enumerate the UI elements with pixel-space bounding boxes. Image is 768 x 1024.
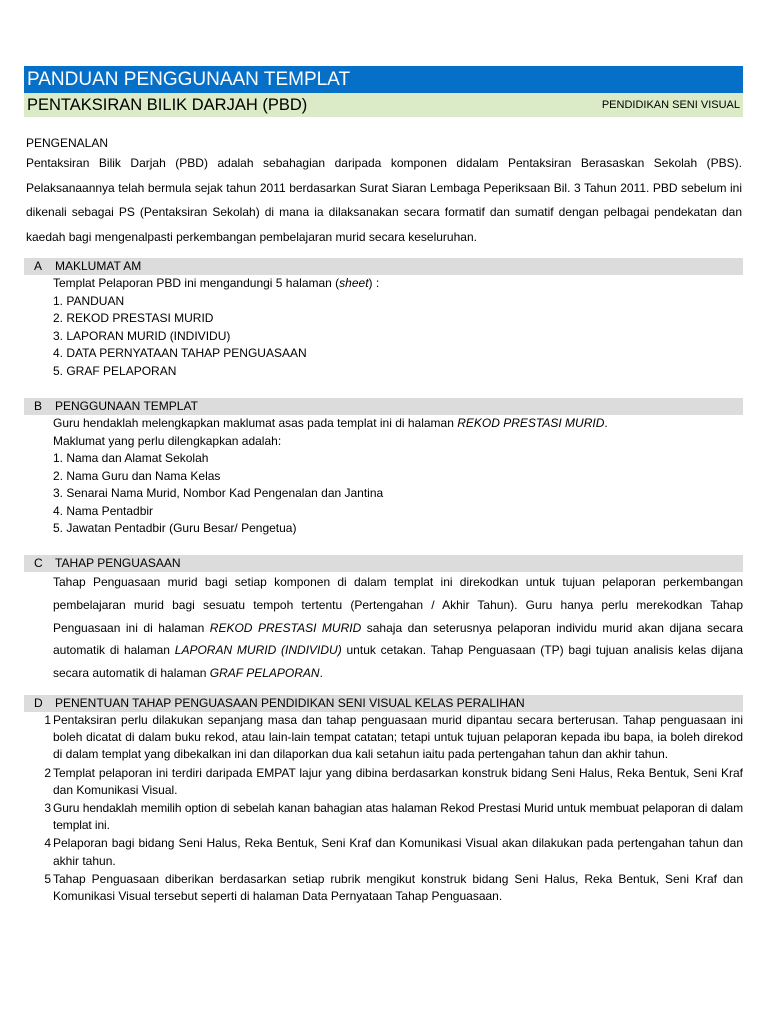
- section-a-intro: Templat Pelaporan PBD ini mengandungi 5 halaman (sheet) :: [53, 276, 380, 290]
- section-letter: B: [34, 399, 43, 413]
- numbered-item: [24, 712, 743, 764]
- section-letter: A: [34, 259, 43, 273]
- item-number: 5: [44, 871, 51, 886]
- section-a-header: [24, 258, 743, 275]
- document-title: PANDUAN PENGGUNAAN TEMPLAT: [24, 66, 743, 93]
- section-title: TAHAP PENGUASAAN: [55, 556, 181, 570]
- list-item: 3. LAPORAN MURID (INDIVIDU): [53, 328, 231, 343]
- section-title: MAKLUMAT AM: [55, 259, 142, 273]
- section-a-body: [53, 275, 743, 380]
- section-c-header: [24, 555, 743, 572]
- subject-label: PENDIDIKAN SENI VISUAL: [601, 99, 740, 111]
- list-item: 5. GRAF PELAPORAN: [53, 363, 177, 378]
- list-item: 4. Nama Pentadbir: [53, 503, 154, 518]
- item-number: 3: [44, 801, 51, 816]
- numbered-item: [24, 871, 743, 905]
- intro-paragraph: Pentaksiran Bilik Darjah (PBD) adalah sebahagian daripada komponen didalam Pentaksiran Berasaskan Sekolah (PBS). Pelaksanaannya telah bermula sejak tahun 2011 berdasarkan Surat Siaran Lembaga Peperiksaan Bil. 3 Tahun 2011. PBD sebelum ini dikenali sebagai PS (Pentaksiran Sekolah) di mana ia dilaksanakan secara formatif dan sumatif dengan pelbagai pendekatan dan kaedah bagi mengenalpasti perkembangan pembelajaran murid secara keseluruhan.: [26, 156, 742, 244]
- section-title: PENGGUNAAN TEMPLAT: [55, 399, 198, 413]
- section-letter: C: [34, 556, 43, 570]
- section-letter: D: [34, 696, 43, 710]
- numbered-item: [24, 800, 743, 834]
- item-text: Templat pelaporan ini terdiri daripada EMPAT lajur yang dibina berdasarkan konstruk bidang Seni Halus, Reka Bentuk, Seni Kraf dan Komunikasi Visual.: [53, 765, 743, 797]
- list-item: 2. REKOD PRESTASI MURID: [53, 311, 214, 325]
- section-b-line1: Guru hendaklah melengkapkan maklumat asas pada templat ini di halaman REKOD PRESTASI MURID.: [53, 416, 608, 430]
- item-number: 1: [44, 713, 51, 727]
- section-c-paragraph: Tahap Penguasaan murid bagi setiap komponen di dalam templat ini direkodkan untuk tujuan pelaporan perkembangan pembelajaran murid bagi sesuatu tempoh tertentu (Pertengahan / Akhir Tahun). Guru hanya perlu merekodkan Tahap Penguasaan ini di halaman REKOD PRESTASI MURID sahaja dan seterusnya pelaporan individu murid akan dijana secara automatik di halaman LAPORAN MURID (INDIVIDU) untuk cetakan. Tahap Penguasaan (TP) bagi tujuan analisis kelas dijana secara automatik di halaman GRAF PELAPORAN.: [53, 575, 744, 681]
- section-b-header: [24, 398, 743, 415]
- item-text: Pelaporan bagi bidang Seni Halus, Reka Bentuk, Seni Kraf dan Komunikasi Visual akan dilakukan pada pertengahan tahun dan akhir tahun.: [53, 836, 743, 868]
- list-item: 1. PANDUAN: [53, 293, 125, 308]
- numbered-item: [24, 765, 743, 799]
- section-b-body: [53, 415, 743, 538]
- list-item: 3. Senarai Nama Murid, Nombor Kad Pengenalan dan Jantina: [53, 486, 384, 500]
- section-d-list: [24, 712, 743, 905]
- document-subtitle: PENTAKSIRAN BILIK DARJAH (PBD): [27, 96, 308, 114]
- list-item: 4. DATA PERNYATAAN TAHAP PENGUASAAN: [53, 346, 307, 360]
- subtitle-bar: [24, 93, 743, 117]
- list-item: 5. Jawatan Pentadbir (Guru Besar/ Pengetua): [53, 521, 297, 535]
- section-title: PENENTUAN TAHAP PENGUASAAN PENDIDIKAN SENI VISUAL KELAS PERALIHAN: [55, 696, 525, 710]
- item-number: 4: [44, 836, 51, 851]
- section-b-line2: Maklumat yang perlu dilengkapkan adalah:: [53, 433, 282, 448]
- numbered-item: [24, 835, 743, 869]
- list-item: 2. Nama Guru dan Nama Kelas: [53, 468, 221, 483]
- item-text: Tahap Penguasaan diberikan berdasarkan setiap rubrik mengikut konstruk bidang Seni Halus, Reka Bentuk, Seni Kraf dan Komunikasi Visual tersebut seperti di halaman Data Pernyataan Tahap Penguasaan.: [53, 871, 743, 904]
- list-item: 1. Nama dan Alamat Sekolah: [53, 451, 209, 465]
- intro-heading: PENGENALAN: [26, 136, 109, 150]
- item-text: Pentaksiran perlu dilakukan sepanjang masa dan tahap penguasaan murid dipantau secara berterusan. Tahap penguasaan ini boleh dicatat di dalam buku rekod, atau lain-lain tempat catatan; tetapi untuk tujuan pelaporan kepada ibu bapa, ia boleh direkod di dalam templat yang dibekalkan ini dan dilaporkan dua kali setahun iaitu pada pertengahan tahun dan akhir tahun.: [53, 713, 743, 762]
- item-number: 2: [44, 765, 51, 780]
- item-text: Guru hendaklah memilih option di sebelah kanan bahagian atas halaman Rekod Prestasi Murid untuk membuat pelaporan di dalam templat ini.: [53, 801, 743, 833]
- section-d-header: [24, 695, 743, 712]
